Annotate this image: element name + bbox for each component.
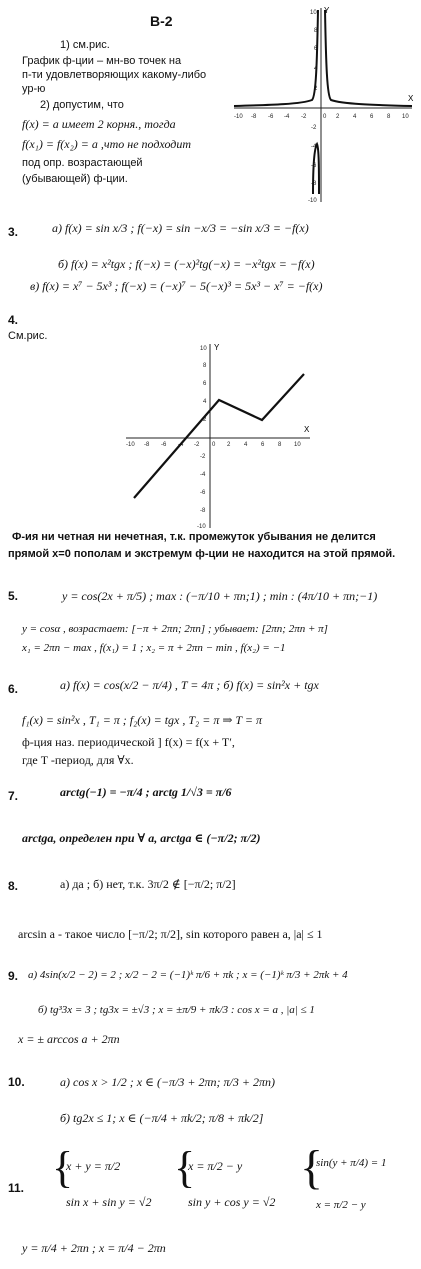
graph1-y-label: Y	[324, 6, 330, 15]
graph1-xtick: 0	[323, 114, 327, 120]
p4-text1: Ф-ия ни четная ни нечетная, т.к. промежуток убывания не делится	[12, 531, 376, 543]
graph2-xtick: 6	[261, 442, 265, 448]
p9-number: 9.	[8, 969, 19, 983]
p1-line1: 1) см.рис.	[60, 39, 110, 51]
p1-line4: ур-ю	[22, 83, 46, 95]
graph1-ytick: 8	[314, 28, 318, 34]
p7-number: 7.	[8, 789, 19, 803]
p5-line3: x₁ = 2πn − max , f(x₁) = 1 ; x₂ = π + 2πn − min , f(x₂) = −1	[22, 642, 286, 654]
graph1-xtick: -8	[251, 114, 257, 120]
graph2-ytick: -2	[200, 454, 206, 460]
graph2-ytick: 6	[203, 381, 207, 387]
p5-line2: y = cosα , возрастает: [−π + 2πn; 2πn] ; убывает: [2πn; 2πn + π]	[22, 623, 328, 635]
graph1-ytick: -6	[311, 163, 317, 169]
graph2	[124, 340, 314, 532]
page-title: В-2	[150, 13, 173, 29]
graph2-ytick: -6	[200, 490, 206, 496]
graph2-line	[134, 374, 304, 498]
p8-number: 8.	[8, 879, 19, 893]
p7-line2: arctga, определен при ∀ a, arctga ∈ (−π/2; π/2)	[22, 831, 261, 845]
graph1-ytick: 4	[314, 66, 318, 72]
p11-system3-eq2: x = π/2 − y	[316, 1199, 366, 1211]
graph2-y-label: Y	[214, 343, 220, 352]
graph1-x-label: X	[408, 94, 414, 103]
p5-number: 5.	[8, 589, 19, 603]
p1-line7: f(x₁) = f(x₂) = a ,что не подходит	[22, 137, 192, 151]
p3-number: 3.	[8, 225, 19, 239]
graph2-ytick: -8	[200, 508, 206, 514]
p9-line1: а) 4sin(x/2 − 2) = 2 ; x/2 − 2 = (−1)ᵏ π/6 + πk ; x = (−1)ᵏ π/3 + 2πk + 4	[28, 969, 348, 981]
p1-line6: f(x) = a имеет 2 корня., тогда	[22, 117, 176, 131]
p8-line1: а) да ; б) нет, т.к. 3π/2 ∉ [−π/2; π/2]	[60, 877, 236, 891]
p10-number: 10.	[8, 1075, 25, 1089]
graph2-xtick: 0	[212, 442, 216, 448]
p4-line1: См.рис.	[8, 330, 48, 342]
graph1-curve-left	[234, 10, 318, 106]
graph2-ytick: 8	[203, 363, 207, 369]
p11-number: 11.	[8, 1181, 25, 1195]
p11-system2-eq2: sin y + cos y = √2	[188, 1195, 276, 1209]
p8-line2: arcsin a - такое число [−π/2; π/2], sin которого равен a, |a| ≤ 1	[18, 927, 323, 941]
p6-line2: f₁(x) = sin²x , T₁ = π ; f₂(x) = tgx , T₂ = π ⇒ T = π	[22, 713, 262, 727]
graph2-ytick: 10	[200, 346, 207, 352]
graph2-xtick: 2	[227, 442, 231, 448]
p10-line2: б) tg2x ≤ 1; x ∈ (−π/4 + πk/2; π/8 + πk/2]	[60, 1111, 264, 1125]
graph2-xtick: -8	[144, 442, 150, 448]
p6-number: 6.	[8, 682, 19, 696]
graph2-ytick: 4	[203, 399, 207, 405]
graph1-ytick: 2	[314, 86, 318, 92]
graph2-xtick: -2	[194, 442, 200, 448]
graph1-ytick: -8	[311, 181, 317, 187]
graph1-xtick: -6	[268, 114, 274, 120]
p7-line1: arctg(−1) = −π/4 ; arctg 1/√3 = π/6	[60, 785, 232, 799]
p10-line1: а) cos x > 1/2 ; x ∈ (−π/3 + 2πn; π/3 + 2πn)	[60, 1075, 275, 1089]
p1-line3: п-ти удовлетворяющих какому-либо	[22, 69, 207, 81]
graph1-xtick: 8	[387, 114, 391, 120]
p11-system3-eq1: sin(y + π/4) = 1	[316, 1157, 387, 1169]
graph1-curve-right	[325, 10, 412, 106]
graph1-xtick: -10	[234, 114, 243, 120]
p1-line5: 2) допустим, что	[40, 99, 124, 111]
graph1-ytick: -10	[308, 198, 317, 204]
p11-brace-3: {	[300, 1141, 324, 1194]
p3-a: а) f(x) = sin x/3 ; f(−x) = sin −x/3 = −sin x/3 = −f(x)	[52, 221, 309, 235]
graph2-xtick: -4	[178, 442, 184, 448]
p6-line4: где T -период, для ∀x.	[22, 753, 134, 767]
p9-line2: б) tg³3x = 3 ; tg3x = ±√3 ; x = ±π/9 + πk/3 : cos x = a , |a| ≤ 1	[38, 1004, 315, 1016]
graph2-x-label: X	[304, 425, 310, 434]
graph1-xtick: 6	[370, 114, 374, 120]
p11-brace-1: {	[52, 1143, 74, 1192]
p1-line8: под опр. возрастающей	[22, 157, 143, 169]
graph1-xtick: 10	[402, 114, 409, 120]
graph2-ytick: -4	[200, 472, 206, 478]
p11-brace-2: {	[174, 1143, 196, 1192]
graph1-ytick: 6	[314, 46, 318, 52]
graph1-ytick: 10	[310, 10, 317, 16]
p11-system1-eq2: sin x + sin y = √2	[66, 1195, 152, 1209]
p3-b: б) f(x) = x²tgx ; f(−x) = (−x)²tg(−x) = −x²tgx = −f(x)	[58, 257, 315, 271]
graph2-xtick: 4	[244, 442, 248, 448]
graph2-xtick: 8	[278, 442, 282, 448]
graph2-ytick: -10	[197, 524, 206, 530]
p11-answer: y = π/4 + 2πn ; x = π/4 − 2πn	[22, 1241, 166, 1255]
graph1-xtick: -2	[301, 114, 307, 120]
p4-text2: прямой x=0 пополам и экстремум ф-ции не находится на этой прямой.	[8, 548, 396, 560]
p5-line1: y = cos(2x + π/5) ; max : (−π/10 + πn;1) ; min : (4π/10 + πn;−1)	[62, 589, 378, 603]
p11-system2-eq1: x = π/2 − y	[188, 1159, 243, 1173]
p1-line2: График ф-ции – мн-во точек на	[22, 55, 182, 67]
p6-line3: ф-ция наз. периодической ] f(x) = f(x + T′,	[22, 735, 235, 749]
p11-system1-eq1: x + y = π/2	[66, 1159, 121, 1173]
p9-line3: x = ± arccos a + 2πn	[18, 1032, 120, 1046]
graph1	[232, 4, 416, 204]
graph1-ytick: -2	[311, 125, 317, 131]
graph2-xtick: -6	[161, 442, 167, 448]
graph1-ytick: -4	[311, 144, 317, 150]
graph1-xtick: 4	[353, 114, 357, 120]
p1-line9: (убывающей) ф-ции.	[22, 173, 128, 185]
graph2-xtick: 10	[294, 442, 301, 448]
p3-c: в) f(x) = x⁷ − 5x³ ; f(−x) = (−x)⁷ − 5(−x)³ = 5x³ − x⁷ = −f(x)	[30, 279, 323, 293]
p6-line1: а) f(x) = cos(x/2 − π/4) , T = 4π ; б) f(x) = sin²x + tgx	[60, 678, 319, 692]
p4-number: 4.	[8, 313, 19, 327]
graph1-xtick: 2	[336, 114, 340, 120]
graph1-xtick: -4	[284, 114, 290, 120]
graph2-ytick: 2	[203, 417, 207, 423]
graph2-xtick: -10	[126, 442, 135, 448]
